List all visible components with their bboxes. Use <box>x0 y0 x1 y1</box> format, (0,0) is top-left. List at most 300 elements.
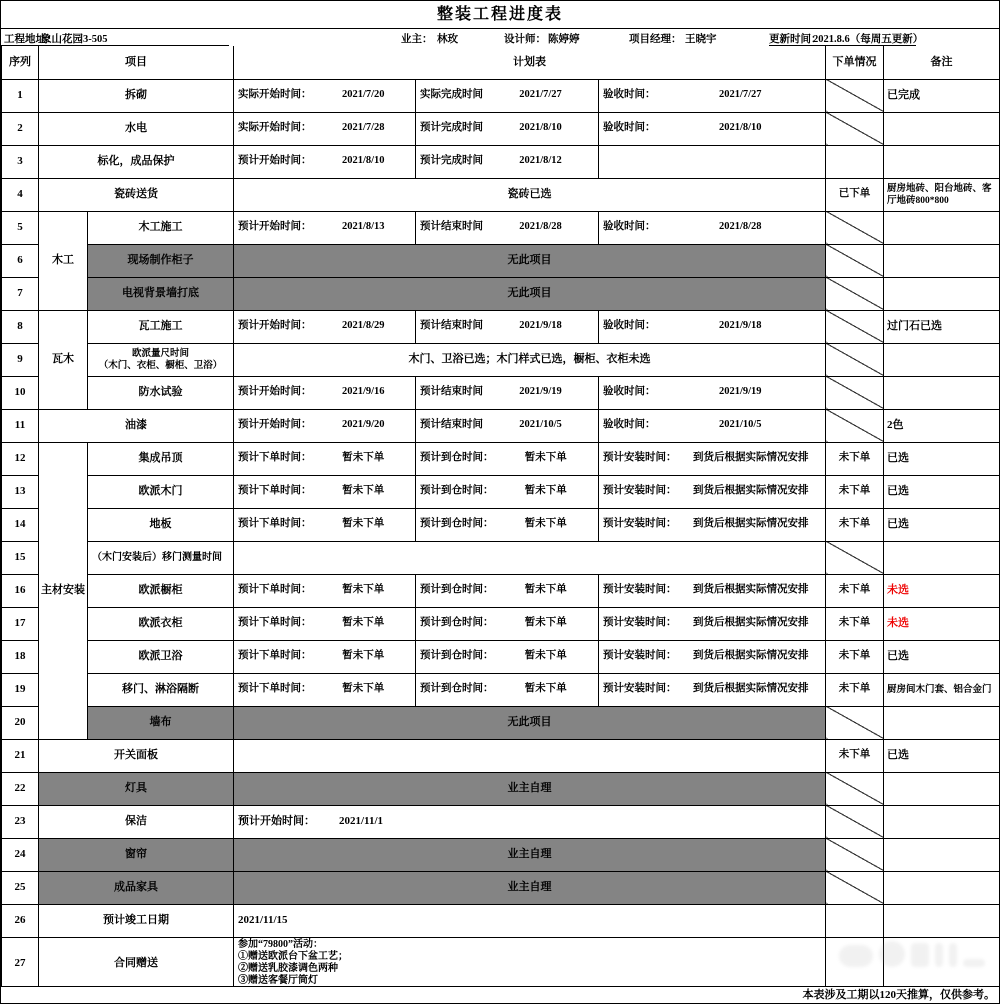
seq-cell: 2 <box>2 112 39 145</box>
seq-cell: 18 <box>2 640 39 673</box>
plan-label: 预计到仓时间： <box>420 617 494 629</box>
plan-value: 暂未下单 <box>524 584 567 596</box>
remark-cell: 厨房间木门套、铝合金门 <box>884 673 1000 706</box>
plan-label: 预计完成时间 <box>420 155 483 167</box>
order-diagonal-cell <box>826 706 884 739</box>
address-label: 工程地址： <box>4 34 57 45</box>
plan-cell <box>234 640 416 673</box>
plan-value: 2021/9/18 <box>519 320 562 332</box>
plan-value: 到货后根据实际情况安排 <box>693 485 809 497</box>
plan-cell <box>599 475 826 508</box>
plan-value: 2021/9/19 <box>519 386 562 398</box>
plan-label: 预计安装时间： <box>603 518 677 530</box>
gift-line: ③赠送客餐厅筒灯 <box>238 975 318 986</box>
plan-value: 2021/8/10 <box>718 122 762 134</box>
plan-label: 预计下单时间： <box>238 617 312 629</box>
plan-cell <box>416 310 599 343</box>
plan-cell <box>234 376 416 409</box>
seq-cell: 17 <box>2 607 39 640</box>
plan-value: 暂未下单 <box>342 650 385 662</box>
project-cell: 电视背景墙打底 <box>88 277 234 310</box>
plan-label: 预计安装时间： <box>603 617 677 629</box>
order-diagonal-cell <box>826 376 884 409</box>
plan-value: 暂未下单 <box>524 650 567 662</box>
order-status-cell <box>826 904 884 937</box>
plan-cell: 2021/11/15 <box>234 904 826 937</box>
plan-cell <box>599 211 826 244</box>
table-row <box>2 211 1000 244</box>
seq-cell: 8 <box>2 310 39 343</box>
plan-cell: 业主自理 <box>234 871 826 904</box>
plan-value: 2021/11/1 <box>339 815 384 828</box>
seq-cell: 15 <box>2 541 39 574</box>
order-diagonal-cell <box>826 79 884 112</box>
remark-cell: 过门石已选 <box>884 310 1000 343</box>
plan-label: 预计到仓时间： <box>420 584 494 596</box>
remark-cell: 未选 <box>884 607 1000 640</box>
seq-cell: 27 <box>2 937 39 989</box>
plan-cell <box>234 211 416 244</box>
plan-cell <box>234 310 416 343</box>
plan-label: 验收时间： <box>603 89 656 101</box>
plan-cell <box>234 508 416 541</box>
plan-label: 预计下单时间： <box>238 485 312 497</box>
order-status-cell <box>826 145 884 178</box>
plan-cell <box>234 937 826 989</box>
plan-value: 2021/8/28 <box>718 221 762 233</box>
gift-line: ②赠送乳胶漆调色两种 <box>238 963 338 974</box>
plan-cell <box>416 79 599 112</box>
plan-value: 2021/7/27 <box>519 89 562 101</box>
plan-label: 实际开始时间： <box>238 122 312 134</box>
underline-left <box>1 45 229 46</box>
remark-cell <box>884 541 1000 574</box>
plan-label: 验收时间： <box>603 419 656 431</box>
table-row <box>2 541 1000 574</box>
column-header-plan: 计划表 <box>234 46 826 79</box>
plan-value: 暂未下单 <box>342 617 385 629</box>
table-row <box>2 475 1000 508</box>
plan-cell <box>416 508 599 541</box>
project-name-line: 欧派量尺时间 <box>131 348 189 359</box>
plan-label: 预计开始时间： <box>238 386 312 398</box>
order-status-cell: 未下单 <box>826 475 884 508</box>
plan-label: 预计下单时间： <box>238 452 312 464</box>
plan-cell <box>234 805 826 838</box>
remark-cell <box>884 211 1000 244</box>
plan-label: 预计开始时间： <box>238 320 312 332</box>
plan-label: 预计下单时间： <box>238 518 312 530</box>
table-row <box>2 838 1000 871</box>
plan-cell <box>416 673 599 706</box>
seq-cell: 25 <box>2 871 39 904</box>
project-cell: 瓦工施工 <box>88 310 234 343</box>
plan-cell <box>599 640 826 673</box>
project-cell: 瓷砖送货 <box>39 178 234 211</box>
plan-value: 暂未下单 <box>342 683 385 695</box>
remark-cell: 2色 <box>884 409 1000 442</box>
remark-cell <box>884 277 1000 310</box>
remark-cell: 已选 <box>884 475 1000 508</box>
plan-cell <box>234 739 826 772</box>
plan-label: 预计安装时间： <box>603 683 677 695</box>
plan-cell <box>416 211 599 244</box>
project-cell: 窗帘 <box>39 838 234 871</box>
plan-value: 2021/8/13 <box>341 221 385 233</box>
project-cell: 墙布 <box>88 706 234 739</box>
plan-cell <box>416 475 599 508</box>
plan-value: 2021/8/28 <box>519 221 562 233</box>
plan-cell: 业主自理 <box>234 772 826 805</box>
plan-cell <box>599 112 826 145</box>
order-diagonal-cell <box>826 871 884 904</box>
order-diagonal-cell <box>826 772 884 805</box>
plan-value: 2021/9/19 <box>718 386 762 398</box>
plan-label: 预计结束时间 <box>420 386 483 398</box>
order-diagonal-cell <box>826 343 884 376</box>
plan-label: 验收时间： <box>603 122 656 134</box>
plan-value: 暂未下单 <box>524 683 567 695</box>
plan-cell <box>234 442 416 475</box>
table-row <box>2 805 1000 838</box>
seq-cell: 10 <box>2 376 39 409</box>
remark-cell <box>884 244 1000 277</box>
project-cell: 灯具 <box>39 772 234 805</box>
plan-value: 暂未下单 <box>524 617 567 629</box>
plan-cell <box>599 574 826 607</box>
plan-label: 验收时间： <box>603 386 656 398</box>
order-diagonal-cell <box>826 211 884 244</box>
project-cell: 欧派木门 <box>88 475 234 508</box>
plan-label: 预计下单时间： <box>238 584 312 596</box>
plan-value: 2021/7/27 <box>718 89 762 101</box>
remark-cell <box>884 343 1000 376</box>
table-row <box>2 574 1000 607</box>
seq-cell: 19 <box>2 673 39 706</box>
plan-label: 实际完成时间 <box>420 89 483 101</box>
plan-label: 实际开始时间： <box>238 89 312 101</box>
remark-cell <box>884 871 1000 904</box>
table-row <box>2 409 1000 442</box>
seq-cell: 5 <box>2 211 39 244</box>
project-cell: 油漆 <box>39 409 234 442</box>
table-row <box>2 343 1000 376</box>
remark-cell <box>884 904 1000 937</box>
plan-cell <box>234 607 416 640</box>
remark-cell: 未选 <box>884 574 1000 607</box>
seq-cell: 3 <box>2 145 39 178</box>
project-cell: 标化，成品保护 <box>39 145 234 178</box>
seq-cell: 6 <box>2 244 39 277</box>
plan-value: 2021/8/10 <box>519 122 562 134</box>
plan-label: 验收时间： <box>603 320 656 332</box>
plan-label: 预计到仓时间： <box>420 485 494 497</box>
manager-value: 王晓宇 <box>685 34 717 45</box>
project-cell: 现场制作柜子 <box>88 244 234 277</box>
plan-value: 2021/8/29 <box>341 320 385 332</box>
plan-cell <box>416 607 599 640</box>
plan-cell: 无此项目 <box>234 244 826 277</box>
table-row <box>2 706 1000 739</box>
remark-cell: 已选 <box>884 739 1000 772</box>
seq-cell: 12 <box>2 442 39 475</box>
plan-label: 预计开始时间： <box>238 221 312 233</box>
plan-cell <box>234 541 826 574</box>
plan-label: 预计到仓时间： <box>420 650 494 662</box>
page-title: 整装工程进度表 <box>1 1 999 29</box>
plan-cell <box>599 310 826 343</box>
plan-label: 预计开始时间： <box>238 419 312 431</box>
plan-value: 到货后根据实际情况安排 <box>693 617 809 629</box>
order-diagonal-cell <box>826 244 884 277</box>
project-cell: 开关面板 <box>39 739 234 772</box>
order-status-cell: 未下单 <box>826 574 884 607</box>
plan-cell: 瓷砖已选 <box>234 178 826 211</box>
plan-value: 2021/8/12 <box>519 155 562 167</box>
order-status-cell: 未下单 <box>826 442 884 475</box>
plan-cell <box>599 508 826 541</box>
update-time-value: 2021.8.6（每周五更新） <box>813 34 924 45</box>
plan-value: 暂未下单 <box>342 452 385 464</box>
plan-label: 预计开始时间： <box>238 155 312 167</box>
remark-cell <box>884 838 1000 871</box>
project-cell: 木工施工 <box>88 211 234 244</box>
remark-cell <box>884 937 1000 989</box>
table-row <box>2 640 1000 673</box>
table-row <box>2 508 1000 541</box>
plan-cell: 木门、卫浴已选；木门样式已选，橱柜、衣柜未选 <box>234 343 826 376</box>
seq-cell: 9 <box>2 343 39 376</box>
info-bar <box>1 29 999 46</box>
gift-line: 参加“79800”活动： <box>238 939 323 950</box>
plan-cell <box>599 607 826 640</box>
group-cell: 瓦木 <box>39 310 88 409</box>
plan-label: 预计到仓时间： <box>420 518 494 530</box>
seq-cell: 22 <box>2 772 39 805</box>
seq-cell: 20 <box>2 706 39 739</box>
table-row <box>2 904 1000 937</box>
remark-cell: 已选 <box>884 508 1000 541</box>
plan-cell: 无此项目 <box>234 277 826 310</box>
table-row <box>2 244 1000 277</box>
project-cell: 移门、淋浴隔断 <box>88 673 234 706</box>
table-row <box>2 739 1000 772</box>
remark-cell <box>884 706 1000 739</box>
order-diagonal-cell <box>826 541 884 574</box>
plan-value: 2021/9/18 <box>718 320 762 332</box>
progress-table <box>1 46 1000 990</box>
remark-cell: 厨房地砖、阳台地砖、客厅地砖800*800 <box>884 178 1000 211</box>
footer-note: 本表涉及工期以120天推算，仅供参考。 <box>1 986 999 1003</box>
plan-cell <box>234 79 416 112</box>
seq-cell: 16 <box>2 574 39 607</box>
gift-line: ①赠送欧派台下盆工艺； <box>238 951 348 962</box>
plan-cell <box>234 475 416 508</box>
plan-value: 暂未下单 <box>524 518 567 530</box>
column-header-seq: 序列 <box>2 46 39 79</box>
plan-value: 2021/7/28 <box>341 122 385 134</box>
seq-cell: 11 <box>2 409 39 442</box>
remark-cell <box>884 772 1000 805</box>
plan-cell <box>599 79 826 112</box>
project-cell <box>88 343 234 376</box>
project-cell: 欧派橱柜 <box>88 574 234 607</box>
plan-label: 预计结束时间 <box>420 419 483 431</box>
plan-label: 预计结束时间 <box>420 221 483 233</box>
plan-cell <box>416 112 599 145</box>
seq-cell: 24 <box>2 838 39 871</box>
table-row <box>2 376 1000 409</box>
plan-cell <box>234 145 416 178</box>
plan-value: 暂未下单 <box>342 584 385 596</box>
project-cell: 防水试验 <box>88 376 234 409</box>
table-row <box>2 442 1000 475</box>
designer-value: 陈婷婷 <box>548 34 580 45</box>
plan-label: 预计安装时间： <box>603 485 677 497</box>
project-cell: 拆砌 <box>39 79 234 112</box>
plan-label: 预计结束时间 <box>420 320 483 332</box>
seq-cell: 4 <box>2 178 39 211</box>
group-cell: 主材安装 <box>39 442 88 739</box>
order-status-cell: 未下单 <box>826 673 884 706</box>
plan-cell <box>599 145 826 178</box>
plan-value: 到货后根据实际情况安排 <box>693 452 809 464</box>
plan-value: 到货后根据实际情况安排 <box>693 650 809 662</box>
project-cell: 欧派卫浴 <box>88 640 234 673</box>
remark-cell: 已选 <box>884 640 1000 673</box>
project-cell: （木门安装后）移门测量时间 <box>88 541 234 574</box>
project-name-line: （木门、衣柜、橱柜、卫浴） <box>98 360 223 371</box>
project-cell: 水电 <box>39 112 234 145</box>
plan-value: 到货后根据实际情况安排 <box>693 683 809 695</box>
order-status-cell: 未下单 <box>826 739 884 772</box>
table-row <box>2 145 1000 178</box>
project-cell: 合同赠送 <box>39 937 234 989</box>
order-diagonal-cell <box>826 112 884 145</box>
plan-label: 预计到仓时间： <box>420 683 494 695</box>
plan-value: 到货后根据实际情况安排 <box>693 518 809 530</box>
remark-cell <box>884 376 1000 409</box>
column-header-remark: 备注 <box>884 46 1000 79</box>
table-row <box>2 79 1000 112</box>
plan-value: 2021/7/20 <box>341 89 385 101</box>
order-diagonal-cell <box>826 838 884 871</box>
plan-cell <box>234 112 416 145</box>
seq-cell: 13 <box>2 475 39 508</box>
table-row <box>2 871 1000 904</box>
plan-label: 验收时间： <box>603 221 656 233</box>
plan-cell <box>599 409 826 442</box>
order-diagonal-cell <box>826 805 884 838</box>
plan-value: 暂未下单 <box>524 452 567 464</box>
table-row <box>2 112 1000 145</box>
plan-cell <box>234 574 416 607</box>
owner-label: 业主： <box>401 34 433 45</box>
remark-cell: 已完成 <box>884 79 1000 112</box>
project-cell: 预计竣工日期 <box>39 904 234 937</box>
plan-value: 2021/10/5 <box>718 419 762 431</box>
designer-label: 设计师： <box>504 34 546 45</box>
underline-right <box>769 45 916 46</box>
column-header-project: 项目 <box>39 46 234 79</box>
plan-cell <box>599 376 826 409</box>
plan-value: 到货后根据实际情况安排 <box>693 584 809 596</box>
plan-label: 预计开始时间： <box>238 815 315 828</box>
plan-label: 预计安装时间： <box>603 650 677 662</box>
order-status-cell <box>826 937 884 989</box>
table-row <box>2 310 1000 343</box>
plan-cell <box>416 376 599 409</box>
table-row <box>2 607 1000 640</box>
seq-cell: 21 <box>2 739 39 772</box>
plan-value: 暂未下单 <box>342 485 385 497</box>
plan-label: 预计到仓时间： <box>420 452 494 464</box>
address-value: 象山花园3-505 <box>41 34 108 45</box>
order-diagonal-cell <box>826 277 884 310</box>
seq-cell: 14 <box>2 508 39 541</box>
column-header-row <box>2 46 1000 79</box>
seq-cell: 26 <box>2 904 39 937</box>
order-status-cell: 未下单 <box>826 607 884 640</box>
order-status-cell: 未下单 <box>826 508 884 541</box>
project-cell: 保洁 <box>39 805 234 838</box>
plan-cell: 无此项目 <box>234 706 826 739</box>
order-status-cell: 已下单 <box>826 178 884 211</box>
plan-label: 预计下单时间： <box>238 650 312 662</box>
project-cell: 欧派衣柜 <box>88 607 234 640</box>
plan-cell: 业主自理 <box>234 838 826 871</box>
plan-value: 2021/8/10 <box>341 155 385 167</box>
plan-value: 2021/10/5 <box>519 419 562 431</box>
plan-cell <box>416 409 599 442</box>
plan-cell <box>234 409 416 442</box>
plan-label: 预计完成时间 <box>420 122 483 134</box>
plan-value: 暂未下单 <box>524 485 567 497</box>
order-diagonal-cell <box>826 310 884 343</box>
remark-cell <box>884 805 1000 838</box>
owner-value: 林玫 <box>437 34 458 45</box>
seq-cell: 7 <box>2 277 39 310</box>
plan-cell <box>599 442 826 475</box>
plan-label: 预计下单时间： <box>238 683 312 695</box>
remark-cell: 已选 <box>884 442 1000 475</box>
table-row <box>2 178 1000 211</box>
plan-label: 预计安装时间： <box>603 584 677 596</box>
project-cell: 成品家具 <box>39 871 234 904</box>
manager-label: 项目经理： <box>629 34 682 45</box>
plan-cell <box>416 442 599 475</box>
table-row <box>2 673 1000 706</box>
plan-cell <box>416 145 599 178</box>
plan-cell <box>234 673 416 706</box>
seq-cell: 1 <box>2 79 39 112</box>
seq-cell: 23 <box>2 805 39 838</box>
table-row <box>2 772 1000 805</box>
project-cell: 集成吊顶 <box>88 442 234 475</box>
update-time-label: 更新时间： <box>769 34 822 45</box>
order-diagonal-cell <box>826 409 884 442</box>
project-cell: 地板 <box>88 508 234 541</box>
plan-value: 2021/9/20 <box>341 419 385 431</box>
plan-cell <box>416 640 599 673</box>
table-row <box>2 277 1000 310</box>
remark-cell <box>884 112 1000 145</box>
plan-cell <box>599 673 826 706</box>
plan-value: 暂未下单 <box>342 518 385 530</box>
remark-cell <box>884 145 1000 178</box>
group-cell: 木工 <box>39 211 88 310</box>
table-row <box>2 937 1000 989</box>
